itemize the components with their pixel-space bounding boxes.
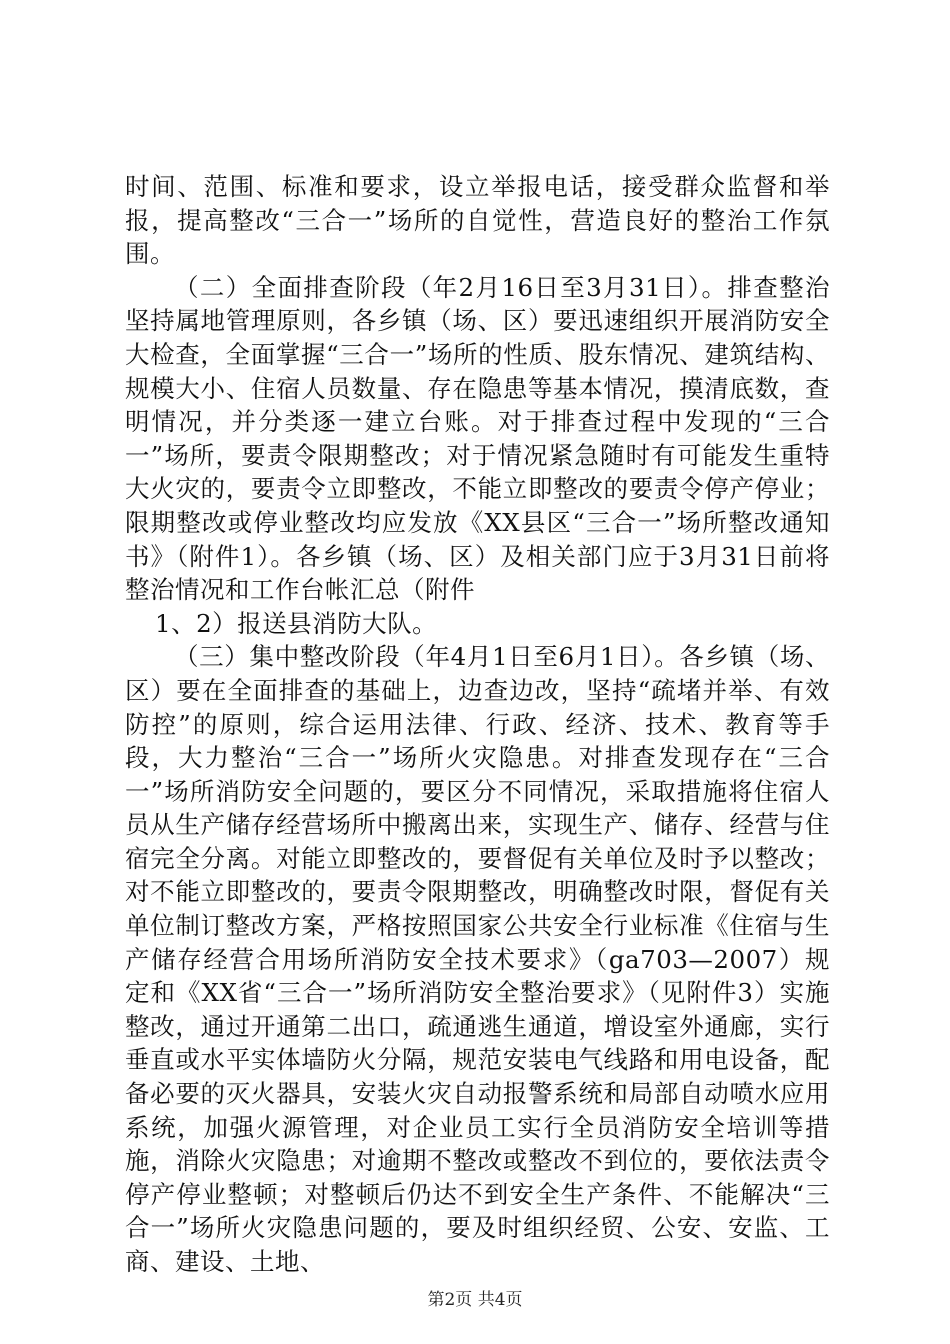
paragraph-investigation-phase: （二）全面排查阶段（年2月16日至3月31日）。排查整治坚持属地管理原则，各乡镇（场、区）要迅速组织开展消防安全大检查，全面掌握“三合一”场所的性质、股东情况、建筑结构、规模大小、住宿人员数量、存在隐患等基本情况，摸清底数，查明情况，并分类逐一建立台账。对于排查过程中发现的“三合一”场所，要责令限期整改；对于情况紧急随时有可能发生重特大火灾的，要责令立即整改，不能立即整改的要责令停产停业；限期整改或停业整改均应发放《XX县区“三合一”场所整改通知书》（附件1）。各乡镇（场、区）及相关部门应于3月31日前将整治情况和工作台帐汇总（附件: [125, 272, 830, 605]
paragraph-rectification-phase: （三）集中整改阶段（年4月1日至6月1日）。各乡镇（场、区）要在全面排查的基础上，边查边改，坚持“疏堵并举、有效防控”的原则，综合运用法律、行政、经济、技术、教育等手段，大力整治“三合一”场所火灾隐患。对排查发现存在“三合一”场所消防安全问题的，要区分不同情况，采取措施将住宿人员从生产储存经营场所中搬离出来，实现生产、储存、经营与住宿完全分离。对能立即整改的，要督促有关单位及时予以整改；对不能立即整改的，要责令限期整改，明确整改时限，督促有关单位制订整改方案，严格按照国家公共安全行业标准《住宿与生产储存经营合用场所消防安全技术要求》（ga703—2007）规定和《XX省“三合一”场所消防安全整治要求》（见附件3）实施整改，通过开通第二出口，疏通逃生通道，增设室外通廊，实行垂直或水平实体墙防火分隔，规范安装电气线路和用电设备，配备必要的灭火器具，安装火灾自动报警系统和局部自动喷水应用系统，加强火源管理，对企业员工实行全员消防安全培训等措施，消除火灾隐患；对逾期不整改或整改不到位的，要依法责令停产停业整顿；对整顿后仍达不到安全生产条件、不能解决“三合一”场所火灾隐患问题的，要及时组织经贸、公安、安监、工商、建设、土地、: [125, 642, 830, 1276]
paragraph-attachment-continuation: 1、2）报送县消防大队。: [155, 608, 438, 638]
document-body: [125, 170, 830, 1279]
page-number-footer: 第2页 共4页: [427, 1290, 523, 1310]
paragraph-intro-continuation: 时间、范围、标准和要求，设立举报电话，接受群众监督和举报，提高整改“三合一”场所的自觉性，营造良好的整治工作氛围。: [125, 172, 830, 269]
